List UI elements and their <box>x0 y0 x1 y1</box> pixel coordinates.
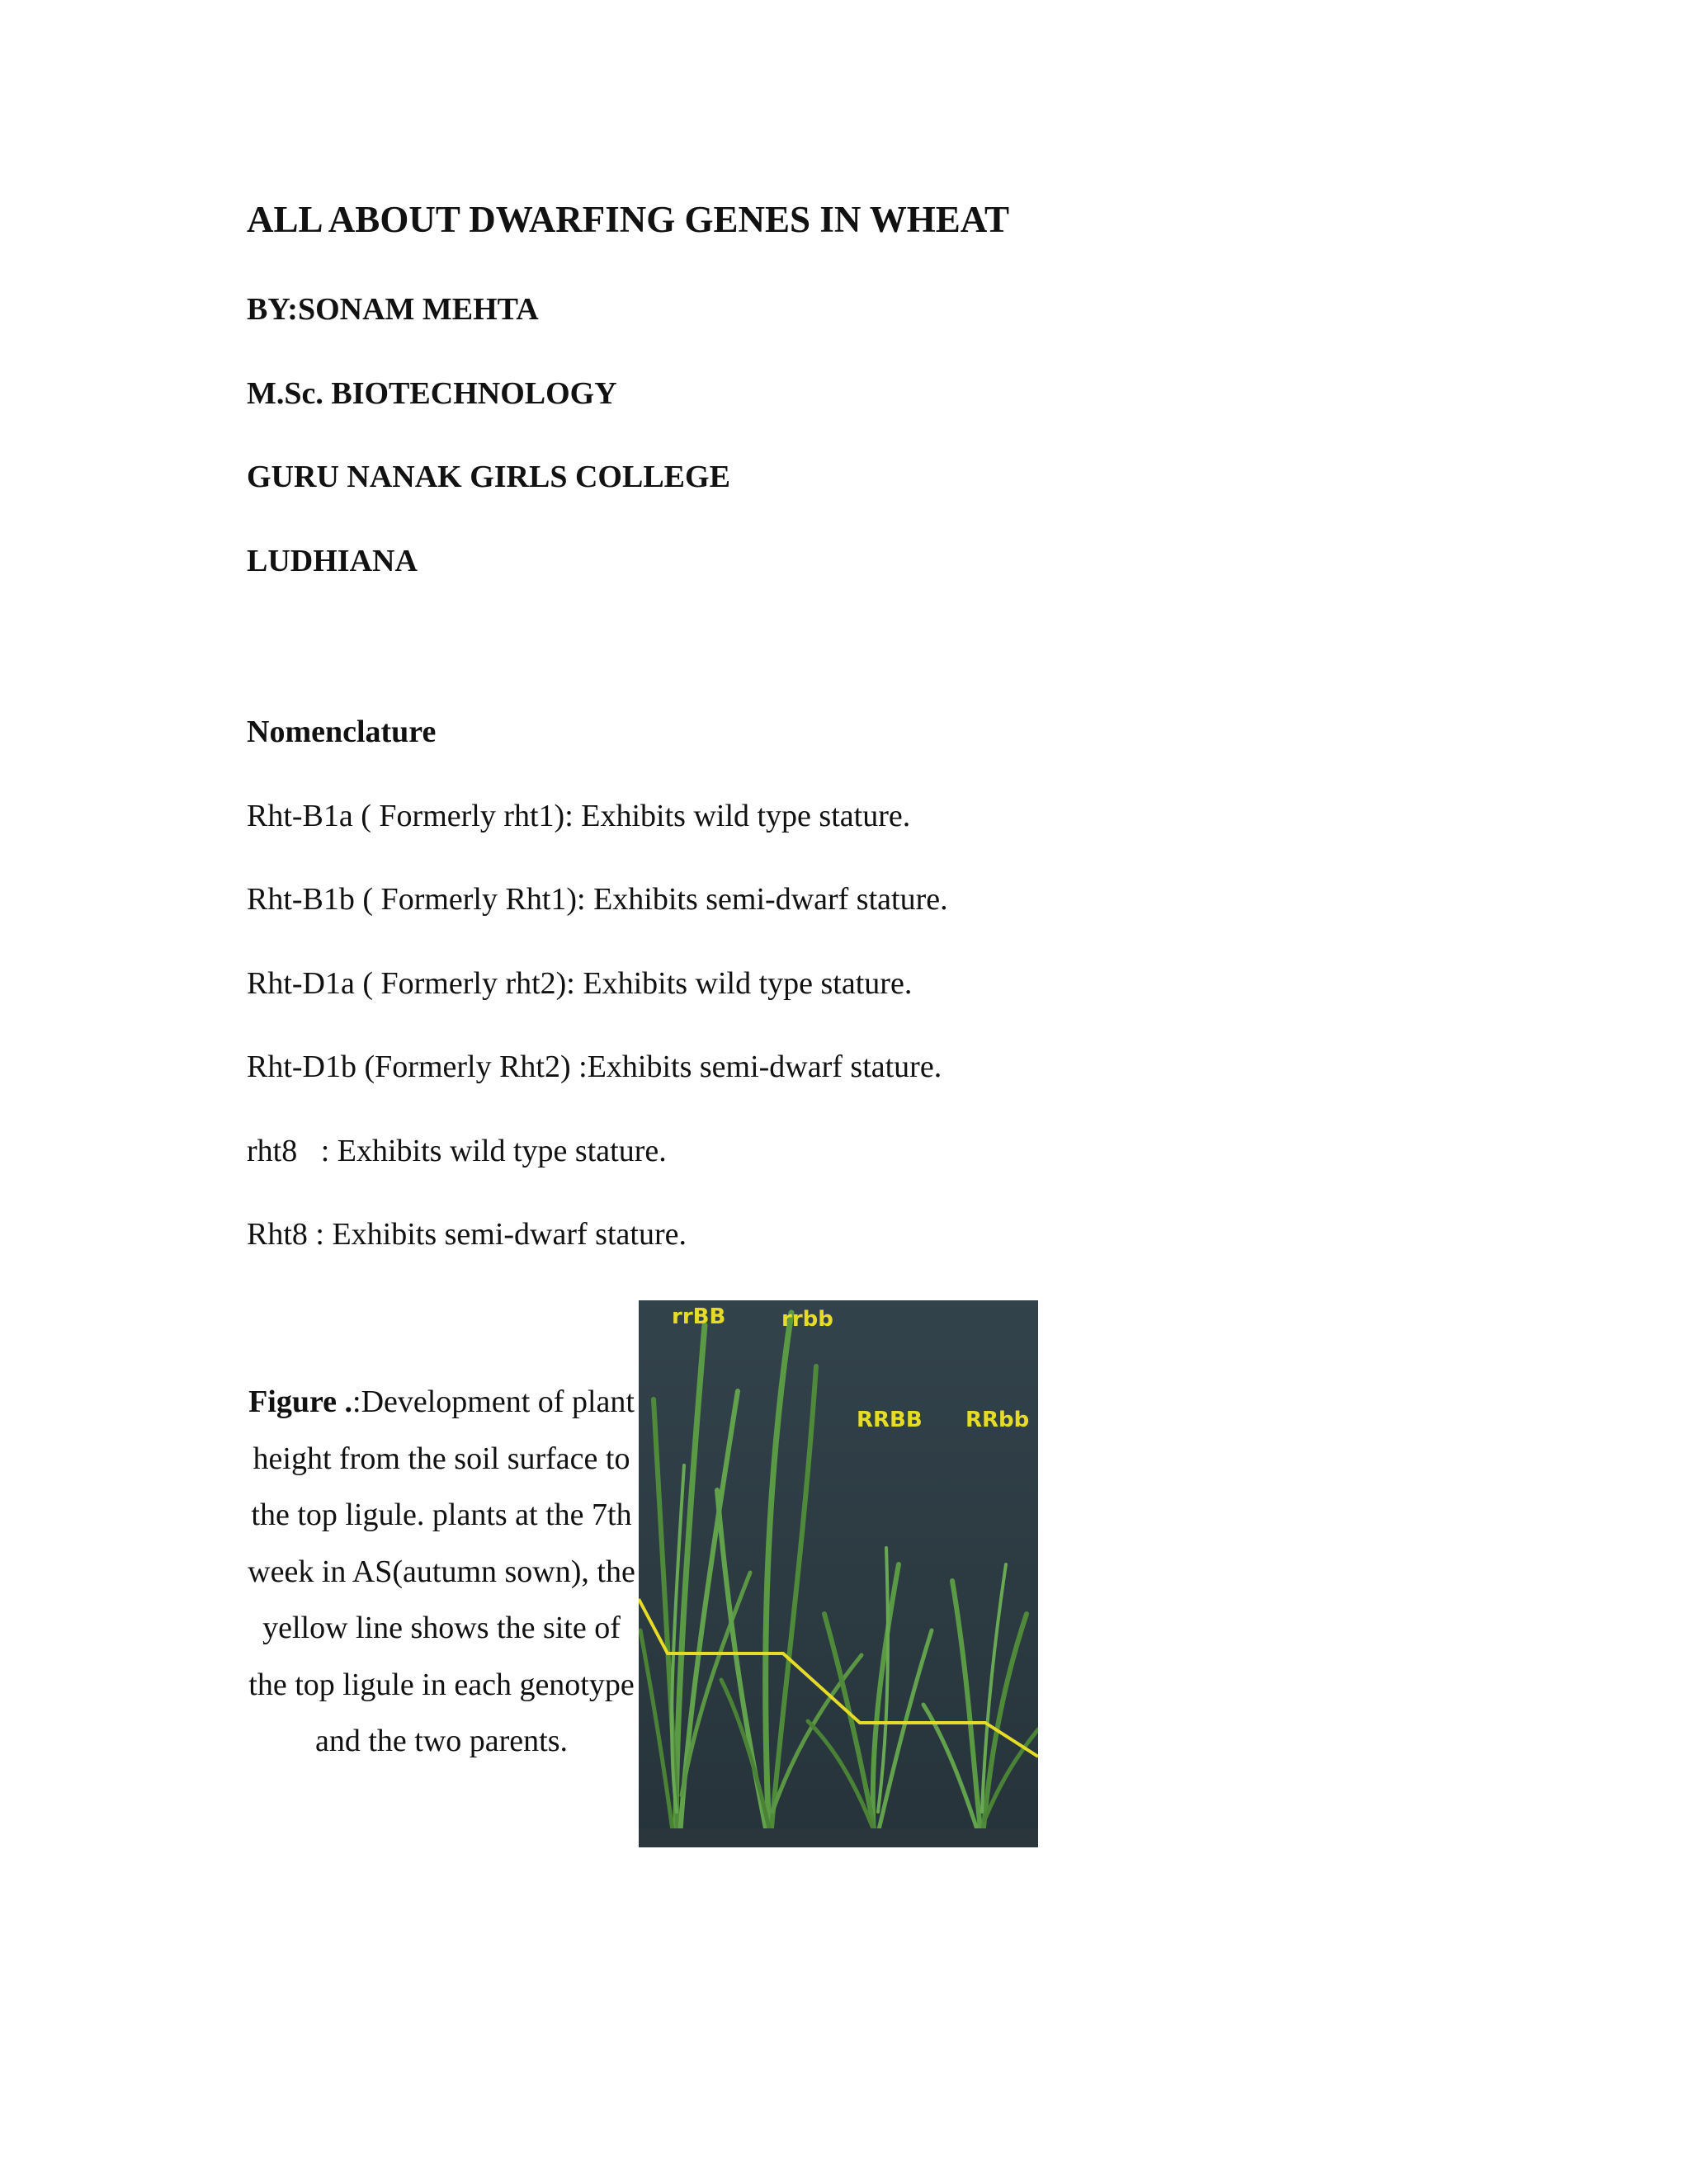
document-title: ALL ABOUT DWARFING GENES IN WHEAT <box>247 199 1009 240</box>
author-line: BY:SONAM MEHTA <box>247 292 539 327</box>
wheat-plants-illustration <box>639 1300 1038 1847</box>
soil-strip <box>639 1828 1038 1847</box>
plant-label: rrBB <box>672 1304 726 1329</box>
nomenclature-entry: Rht-B1b ( Formerly Rht1): Exhibits semi-dwarf stature. <box>247 882 948 917</box>
plant-label: RRbb <box>965 1408 1030 1432</box>
plant-label: RRBB <box>857 1408 923 1432</box>
figure-caption <box>248 1374 635 1770</box>
plant-label: rrbb <box>781 1307 833 1332</box>
nomenclature-heading: Nomenclature <box>247 715 437 749</box>
nomenclature-entry: Rht8 : Exhibits semi-dwarf stature. <box>247 1217 687 1252</box>
figure-caption-label: Figure . <box>248 1384 353 1419</box>
figure-caption-text: :Development of plant height from the soil surface to the top ligule. plants at the 7th week in AS(autumn sown), the yellow line shows the site of the top ligule in each genotype and the two parents. <box>248 1384 635 1758</box>
degree-line: M.Sc. BIOTECHNOLOGY <box>247 376 617 411</box>
nomenclature-entry: rht8 : Exhibits wild type stature. <box>247 1134 667 1168</box>
nomenclature-entry: Rht-D1b (Formerly Rht2) :Exhibits semi-dwarf stature. <box>247 1050 942 1084</box>
nomenclature-entry: Rht-D1a ( Formerly rht2): Exhibits wild type stature. <box>247 966 913 1001</box>
wheat-plants-photo <box>639 1300 1038 1847</box>
college-line: GURU NANAK GIRLS COLLEGE <box>247 460 730 494</box>
city-line: LUDHIANA <box>247 544 418 578</box>
nomenclature-entry: Rht-B1a ( Formerly rht1): Exhibits wild type stature. <box>247 799 911 833</box>
